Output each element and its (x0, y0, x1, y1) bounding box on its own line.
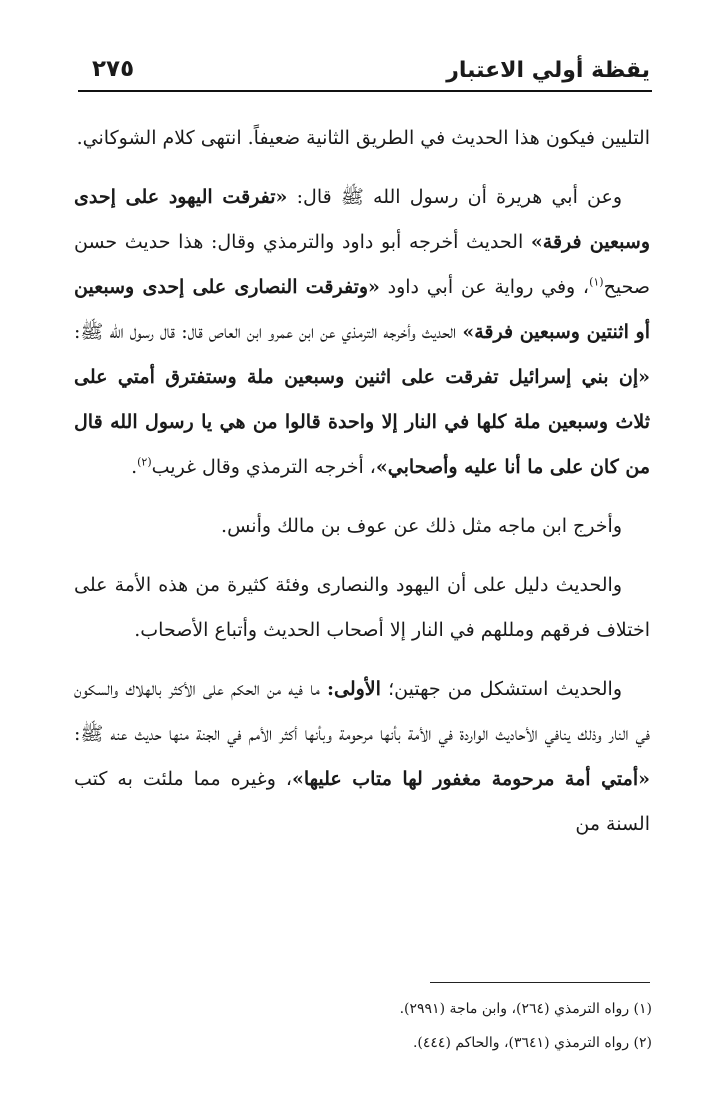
footnote-2: (٢) رواه الترمذي (٣٦٤١)، والحاكم (٤٤٤). (412, 1035, 652, 1051)
paragraph-4: والحديث دليل على أن اليهود والنصارى وفئة كثيرة من هذه الأمة على اختلاف فرقهم ومللهم في النار إلا أصحاب الحديث وأتباع الأصحاب. (74, 574, 650, 641)
footnotes (200, 992, 652, 1060)
paragraph-2: وعن أبي هريرة أن رسول الله ﷺ قال: «تفرقت اليهود على إحدى وسبعين فرقة» الحديث أخرجه أبو داود والترمذي وقال: هذا حديث حسن صحيح$^{(١)}$، وفي رواية عن أبي داود «وتفرقت النصارى على إحدى وسبعين أو اثنتين وسبعين فرقة» الحديث وأخرجه الترمذي عن ابن عمرو ابن العاص قال: قال رسول الله ﷺ: «إن بني إسرائيل تفرقت على اثنين وسبعين ملة وستفترق أمتي على ثلاث وسبعين ملة كلها في النار إلا واحدة قالوا من هي يا رسول الله قال من كان على ما أنا عليه وأصحابي»، أخرجه الترمذي وقال غريب$^{(٢)}$. (74, 186, 650, 478)
running-header (80, 52, 650, 92)
hadith-quote: «وتفرقت النصارى على إحدى وسبعين أو اثنتين وسبعين فرقة» (74, 276, 650, 343)
main-text (74, 116, 650, 861)
hadith-quote: «إن بني إسرائيل تفرقت على اثنين وسبعين ملة وستفترق أمتي على ثلاث وسبعين ملة كلها في النار إلا واحدة قالوا من هي يا رسول الله قال من كان على ما أنا عليه وأصحابي» (74, 366, 650, 478)
footnote-ref-1: (١) (589, 275, 604, 289)
hadith-quote: «تفرقت اليهود على إحدى وسبعين فرقة» (74, 186, 650, 253)
header-divider (78, 90, 652, 92)
paragraph-3: وأخرج ابن ماجه مثل ذلك عن عوف بن مالك وأنس. (221, 515, 622, 537)
point-label: الأولى: (326, 678, 381, 700)
footnote-divider (430, 982, 650, 983)
paragraph-1: التليين فيكون هذا الحديث في الطريق الثانية ضعيفاً. انتهى كلام الشوكاني. (76, 127, 650, 149)
footnote-1: (١) رواه الترمذي (٢٦٤)، وابن ماجة (٢٩٩١). (399, 1001, 652, 1017)
page-number: ٢٧٥ (92, 56, 135, 82)
book-title: يقظة أولي الاعتبار (446, 58, 650, 83)
footnote-ref-2: (٢) (137, 455, 152, 469)
paragraph-5: والحديث استشكل من جهتين؛ الأولى: ما فيه من الحكم على الأكثر بالهلاك والسكون في النار وذلك ينافي الأحاديث الواردة في الأمة بأنها مرحومة وبأنها أكثر الأمم في الجنة منها حديث عنه ﷺ: «أمتي أمة مرحومة مغفور لها متاب عليها»، وغيره مما ملئت به كتب السنة من (74, 678, 650, 835)
hadith-quote: «أمتي أمة مرحومة مغفور لها متاب عليها» (291, 768, 650, 790)
